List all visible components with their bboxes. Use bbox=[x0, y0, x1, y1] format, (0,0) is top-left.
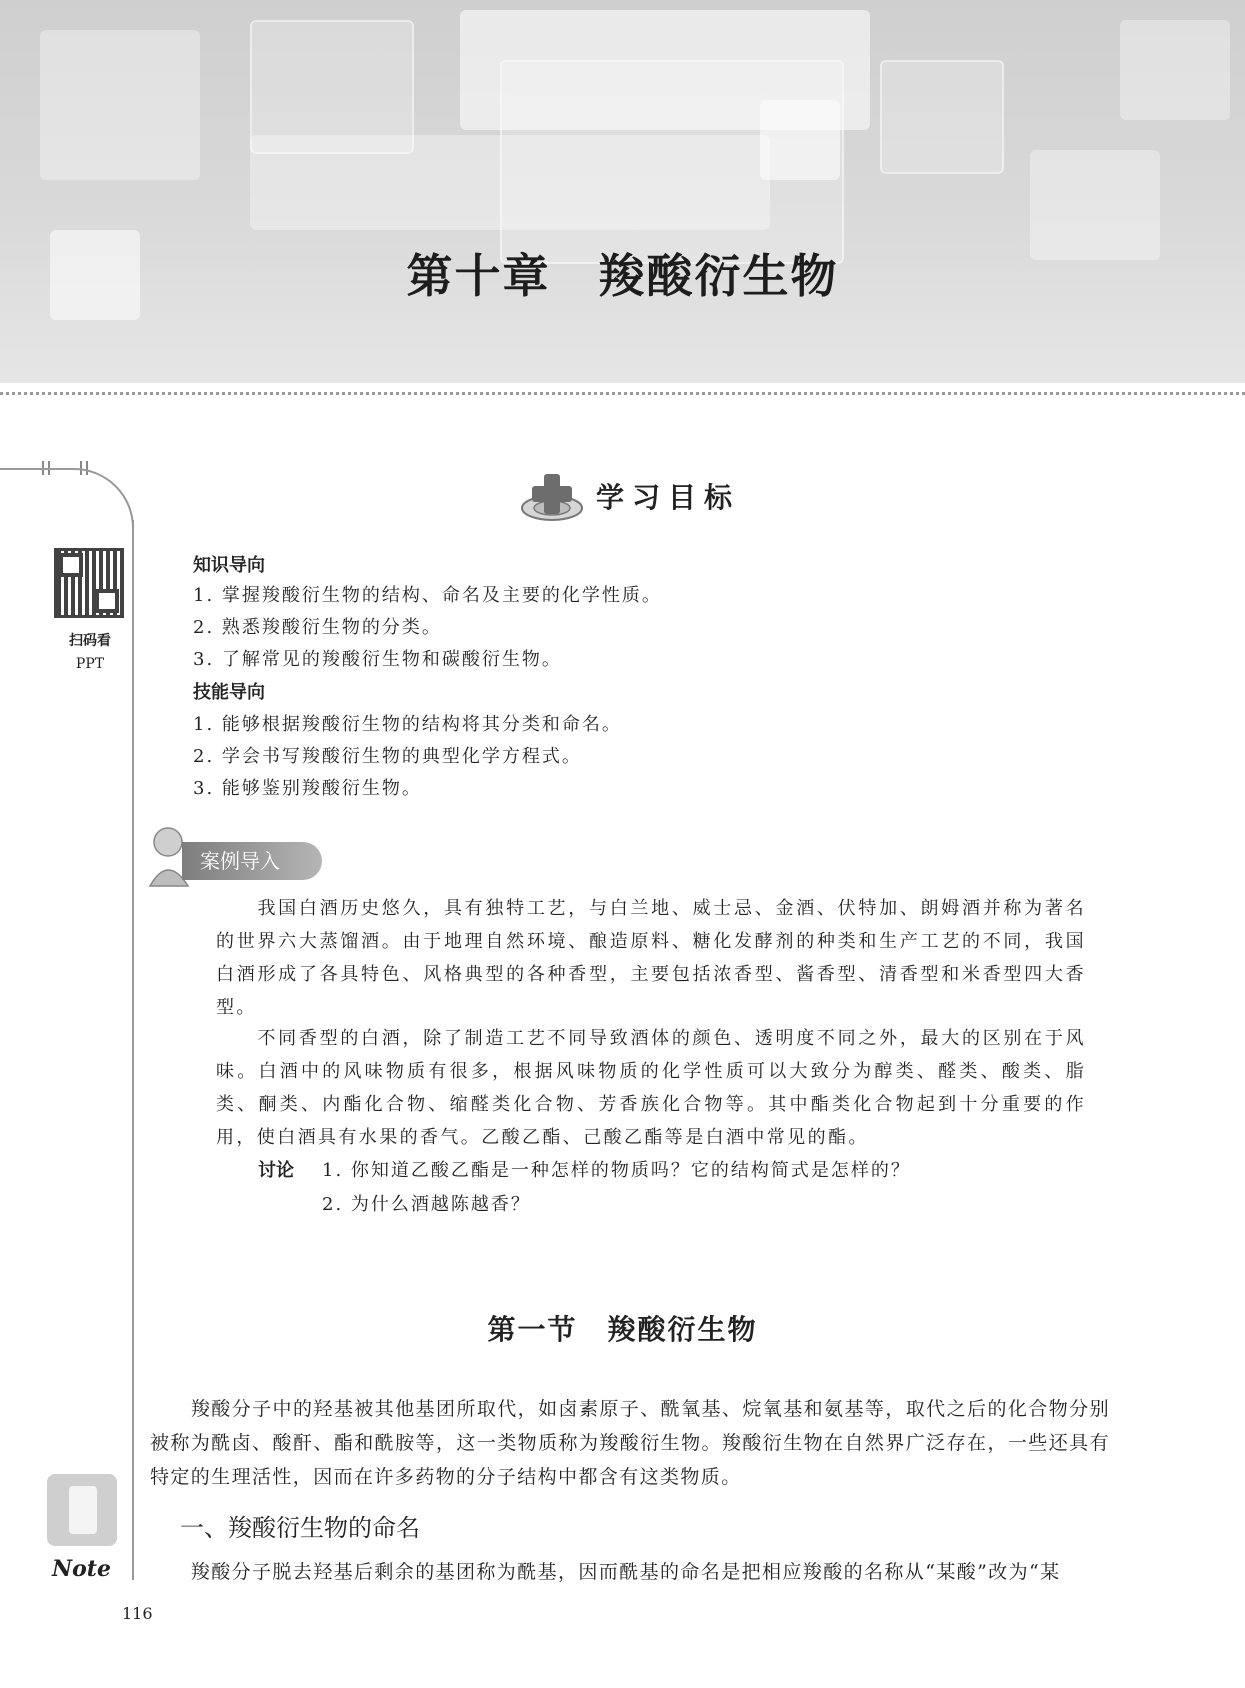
knowledge-item: 3. 了解常见的羧酸衍生物和碳酸衍生物。 bbox=[193, 649, 562, 670]
skill-item: 1. 能够根据羧酸衍生物的结构将其分类和命名。 bbox=[193, 714, 622, 735]
qr-label: 扫码看 bbox=[69, 633, 111, 649]
case-paragraph: 不同香型的白酒，除了制造工艺不同导致酒体的颜色、透明度不同之外，最大的区别在于风味。白酒中的风味物质有很多，根据风味物质的化学性质可以大致分为醇类、醛类、酸类、脂类、酮类、内酯化合物、缩醛类化合物、芳香族化合物等。其中酯类化合物起到十分重要的作用，使白酒具有水果的香气。乙酸乙酯、己酸乙酯等是白酒中常见的酯。 bbox=[216, 1028, 1086, 1148]
page-number: 116 bbox=[122, 1604, 153, 1623]
skill-item: 2. 学会书写羧酸衍生物的典型化学方程式。 bbox=[193, 746, 582, 767]
target-cross-icon bbox=[520, 468, 590, 524]
margin-curve bbox=[40, 468, 134, 530]
note-icon-inner bbox=[69, 1486, 97, 1534]
chapter-banner bbox=[0, 0, 1245, 383]
case-badge-label: 案例导入 bbox=[182, 842, 322, 880]
section-intro: 羧酸分子中的羟基被其他基团所取代，如卤素原子、酰氧基、烷氧基和氨基等，取代之后的化合物分别被称为酰卤、酸酐、酯和酰胺等，这一类物质称为羧酸衍生物。羧酸衍生物在自然界广泛存在，一些还具有特定的生理活性，因而在许多药物的分子结构中都含有这类物质。 bbox=[150, 1398, 1110, 1488]
banner-square bbox=[250, 20, 414, 154]
discussion-item: 2. 为什么酒越陈越香？ bbox=[322, 1194, 531, 1215]
banner-square bbox=[40, 30, 200, 180]
margin-line bbox=[132, 520, 134, 1580]
knowledge-heading: 知识导向 bbox=[193, 555, 265, 576]
skill-heading: 技能导向 bbox=[193, 682, 265, 703]
knowledge-item: 1. 掌握羧酸衍生物的结构、命名及主要的化学性质。 bbox=[193, 585, 662, 606]
skill-item: 3. 能够鉴别羧酸衍生物。 bbox=[193, 778, 422, 799]
subsection-title: 一、羧酸衍生物的命名 bbox=[180, 1514, 420, 1542]
subsection-text: 羧酸分子脱去羟基后剩余的基团称为酰基，因而酰基的命名是把相应羧酸的名称从“某酸”改为“某 bbox=[150, 1561, 1061, 1583]
margin-rule bbox=[0, 468, 44, 470]
dotted-divider bbox=[0, 392, 1245, 395]
note-icon bbox=[47, 1474, 117, 1546]
note-label: Note bbox=[52, 1556, 111, 1582]
chapter-title: 第十章 羧酸衍生物 bbox=[406, 249, 839, 303]
banner-square bbox=[250, 135, 770, 230]
discussion-label: 讨论 bbox=[258, 1160, 294, 1181]
case-badge bbox=[146, 824, 326, 888]
knowledge-item: 2. 熟悉羧酸衍生物的分类。 bbox=[193, 617, 442, 638]
discussion-item: 1. 你知道乙酸乙酯是一种怎样的物质吗？它的结构简式是怎样的？ bbox=[322, 1160, 911, 1181]
case-paragraph: 我国白酒历史悠久，具有独特工艺，与白兰地、威士忌、金酒、伏特加、朗姆酒并称为著名的世界六大蒸馏酒。由于地理自然环境、酿造原料、糖化发酵剂的种类和生产工艺的不同，我国白酒形成了各具特色、风格典型的各种香型，主要包括浓香型、酱香型、清香型和米香型四大香型。 bbox=[216, 898, 1086, 1018]
qr-sublabel: PPT bbox=[75, 656, 105, 672]
qr-code-icon[interactable] bbox=[54, 548, 124, 618]
objectives-title: 学习目标 bbox=[596, 481, 741, 514]
section-title: 第一节 羧酸衍生物 bbox=[487, 1313, 758, 1346]
banner-square bbox=[760, 100, 840, 180]
banner-square bbox=[880, 60, 1004, 174]
banner-square bbox=[1120, 20, 1230, 120]
objectives-heading bbox=[520, 468, 760, 524]
